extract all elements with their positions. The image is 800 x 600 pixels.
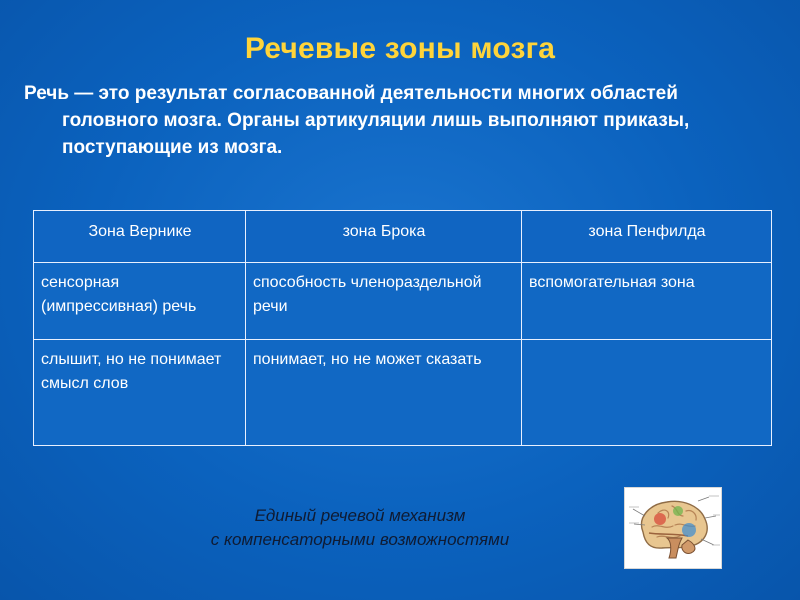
header-wernicke-zone: Зона Вернике	[34, 211, 246, 263]
table-cell: способность членораздельной речи	[246, 263, 522, 340]
brain-illustration	[624, 487, 722, 569]
header-broca-zone: зона Брока	[246, 211, 522, 263]
table-row	[34, 263, 772, 340]
brain-icon	[625, 488, 721, 568]
table-cell: понимает, но не может сказать	[246, 340, 522, 446]
table-row	[34, 340, 772, 446]
caption-line: Единый речевой механизм	[254, 506, 466, 525]
speech-zones-table	[33, 210, 772, 446]
table-cell: вспомогательная зона	[522, 263, 772, 340]
table-cell: сенсорная (импрессивная) речь	[34, 263, 246, 340]
header-penfield-zone: зона Пенфилда	[522, 211, 772, 263]
caption-line: с компенсаторными возможностями	[210, 530, 510, 549]
table-cell: слышит, но не понимает смысл слов	[34, 340, 246, 446]
intro-paragraph: Речь — это результат согласованной деятельности многих областей головного мозга. Органы артикуляции лишь выполняют приказы, поступающие из мозга.	[24, 83, 690, 158]
table-cell	[522, 340, 772, 446]
slide-title: Речевые зоны мозга	[244, 32, 556, 65]
table-header-row	[34, 211, 772, 263]
caption	[150, 504, 570, 552]
